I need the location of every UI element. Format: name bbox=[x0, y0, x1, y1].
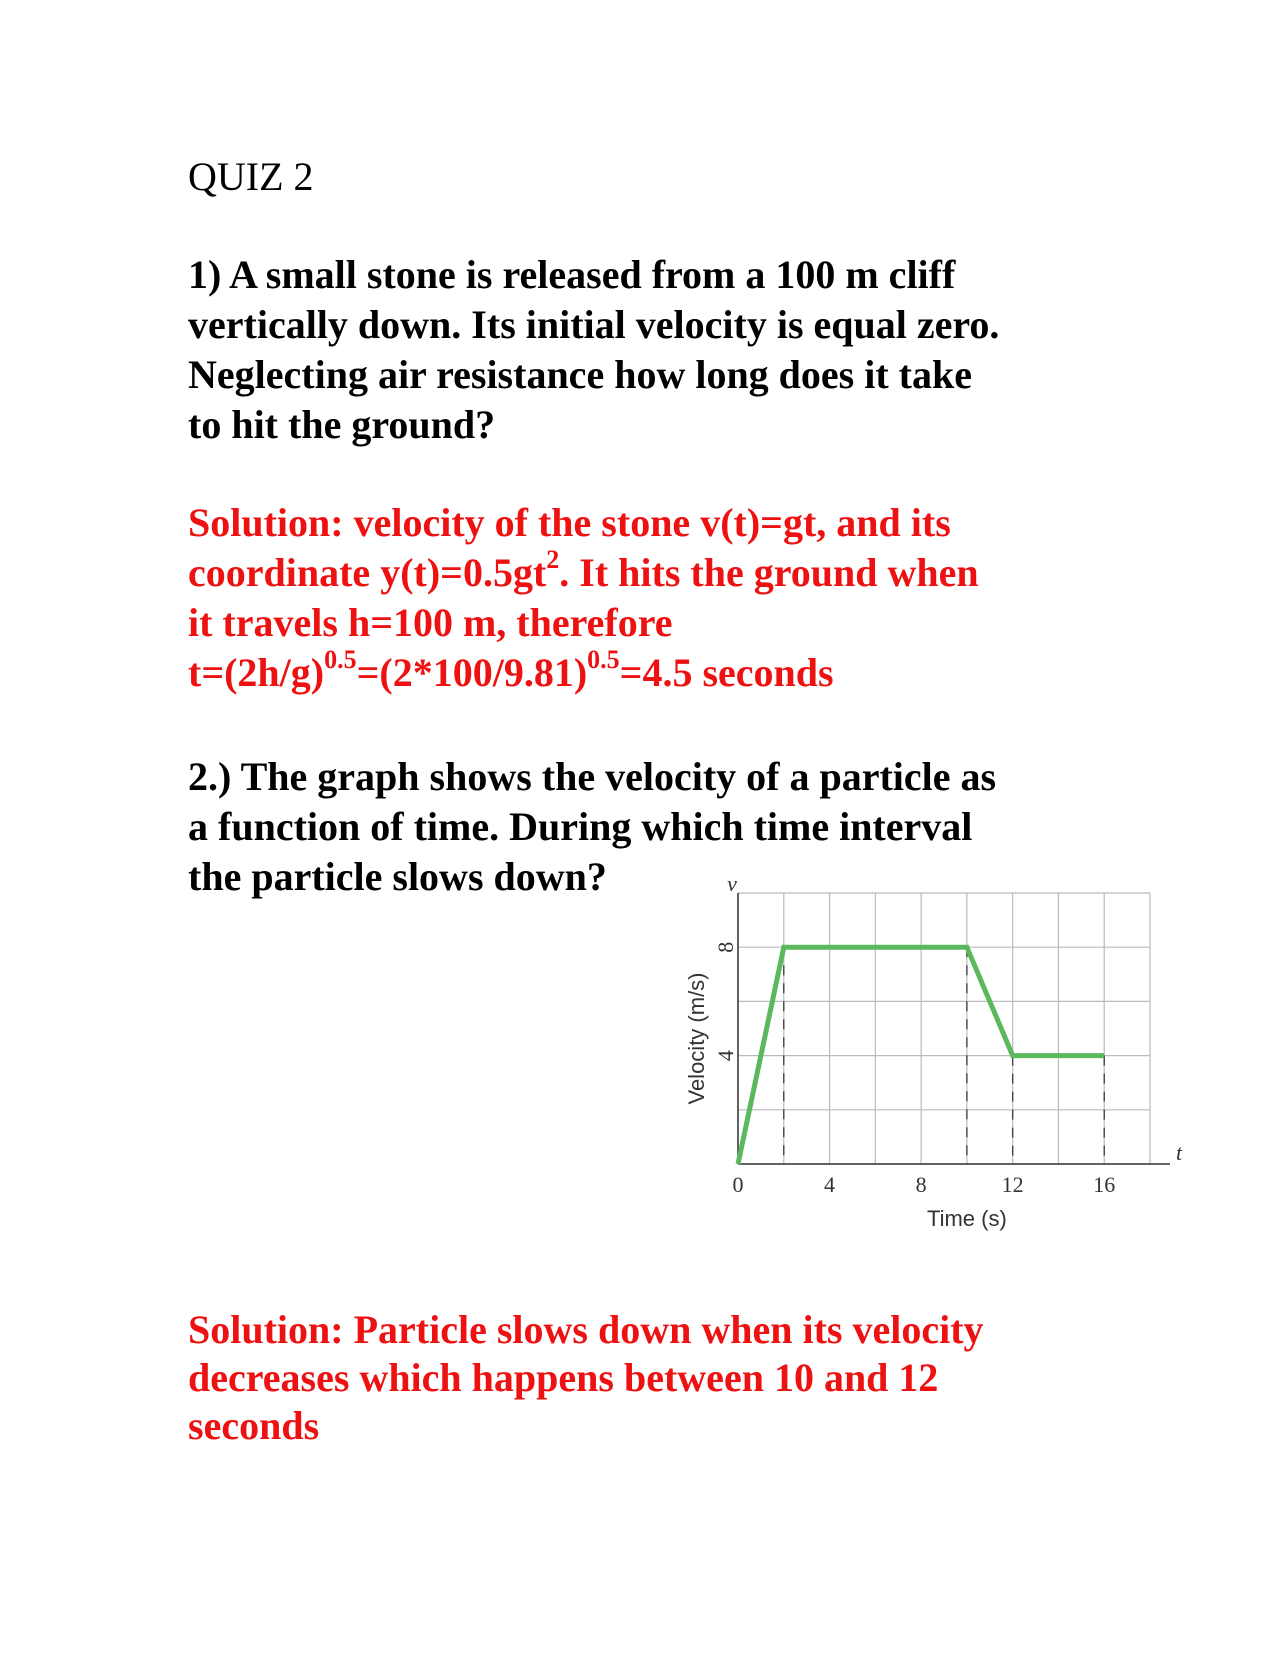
question-1-line: to hit the ground? bbox=[188, 402, 496, 447]
x-tick-label: 12 bbox=[1001, 1172, 1024, 1197]
solution-2 bbox=[188, 1306, 984, 1450]
chart-y-axis-symbol: v bbox=[727, 871, 737, 896]
x-tick-label: 8 bbox=[915, 1172, 927, 1197]
page-title: QUIZ 2 bbox=[188, 154, 314, 199]
x-tick-label: 0 bbox=[732, 1172, 744, 1197]
x-tick-label: 4 bbox=[824, 1172, 836, 1197]
solution-1-line bbox=[188, 544, 979, 598]
solution-2-line: seconds bbox=[188, 1403, 320, 1448]
solution-1-line: Solution: velocity of the stone v(t)=gt, and its bbox=[188, 500, 951, 545]
solution-1-text: =4.5 seconds bbox=[619, 650, 834, 695]
superscript: 0.5 bbox=[324, 644, 357, 674]
solution-2-line: decreases which happens between 10 and 12 bbox=[188, 1355, 939, 1400]
solution-1-text: =(2*100/9.81) bbox=[356, 650, 588, 695]
y-tick-label: 8 bbox=[713, 941, 739, 953]
solution-1 bbox=[188, 498, 979, 698]
chart-y-axis-label: Velocity (m/s) bbox=[683, 972, 709, 1105]
question-1 bbox=[188, 250, 999, 450]
solution-2-line: Solution: Particle slows down when its velocity bbox=[188, 1307, 984, 1352]
question-2-line: 2.) The graph shows the velocity of a particle as bbox=[188, 754, 997, 799]
solution-1-line bbox=[188, 644, 979, 698]
y-tick-label: 4 bbox=[713, 1050, 739, 1062]
question-2 bbox=[188, 752, 996, 902]
chart-x-axis-label: Time (s) bbox=[926, 1206, 1007, 1231]
chart-x-axis-symbol: t bbox=[1176, 1140, 1183, 1165]
chart-tick-labels bbox=[713, 942, 1115, 1197]
question-1-line: vertically down. Its initial velocity is equal zero. bbox=[188, 302, 1000, 347]
question-2-line: the particle slows down? bbox=[188, 854, 607, 899]
solution-1-text: coordinate y(t)=0.5gt bbox=[188, 550, 547, 595]
solution-1-text: t=(2h/g) bbox=[188, 650, 325, 695]
x-tick-label: 16 bbox=[1093, 1172, 1116, 1197]
solution-1-line: it travels h=100 m, therefore bbox=[188, 600, 673, 645]
solution-1-text: . It hits the ground when bbox=[559, 550, 979, 595]
chart-grid bbox=[738, 893, 1170, 1164]
question-1-line: 1) A small stone is released from a 100 m cliff bbox=[188, 252, 956, 297]
question-2-line: a function of time. During which time interval bbox=[188, 804, 973, 849]
question-1-line: Neglecting air resistance how long does it take bbox=[188, 352, 973, 397]
velocity-time-chart bbox=[683, 871, 1210, 1231]
superscript: 0.5 bbox=[587, 644, 620, 674]
superscript: 2 bbox=[546, 544, 560, 574]
